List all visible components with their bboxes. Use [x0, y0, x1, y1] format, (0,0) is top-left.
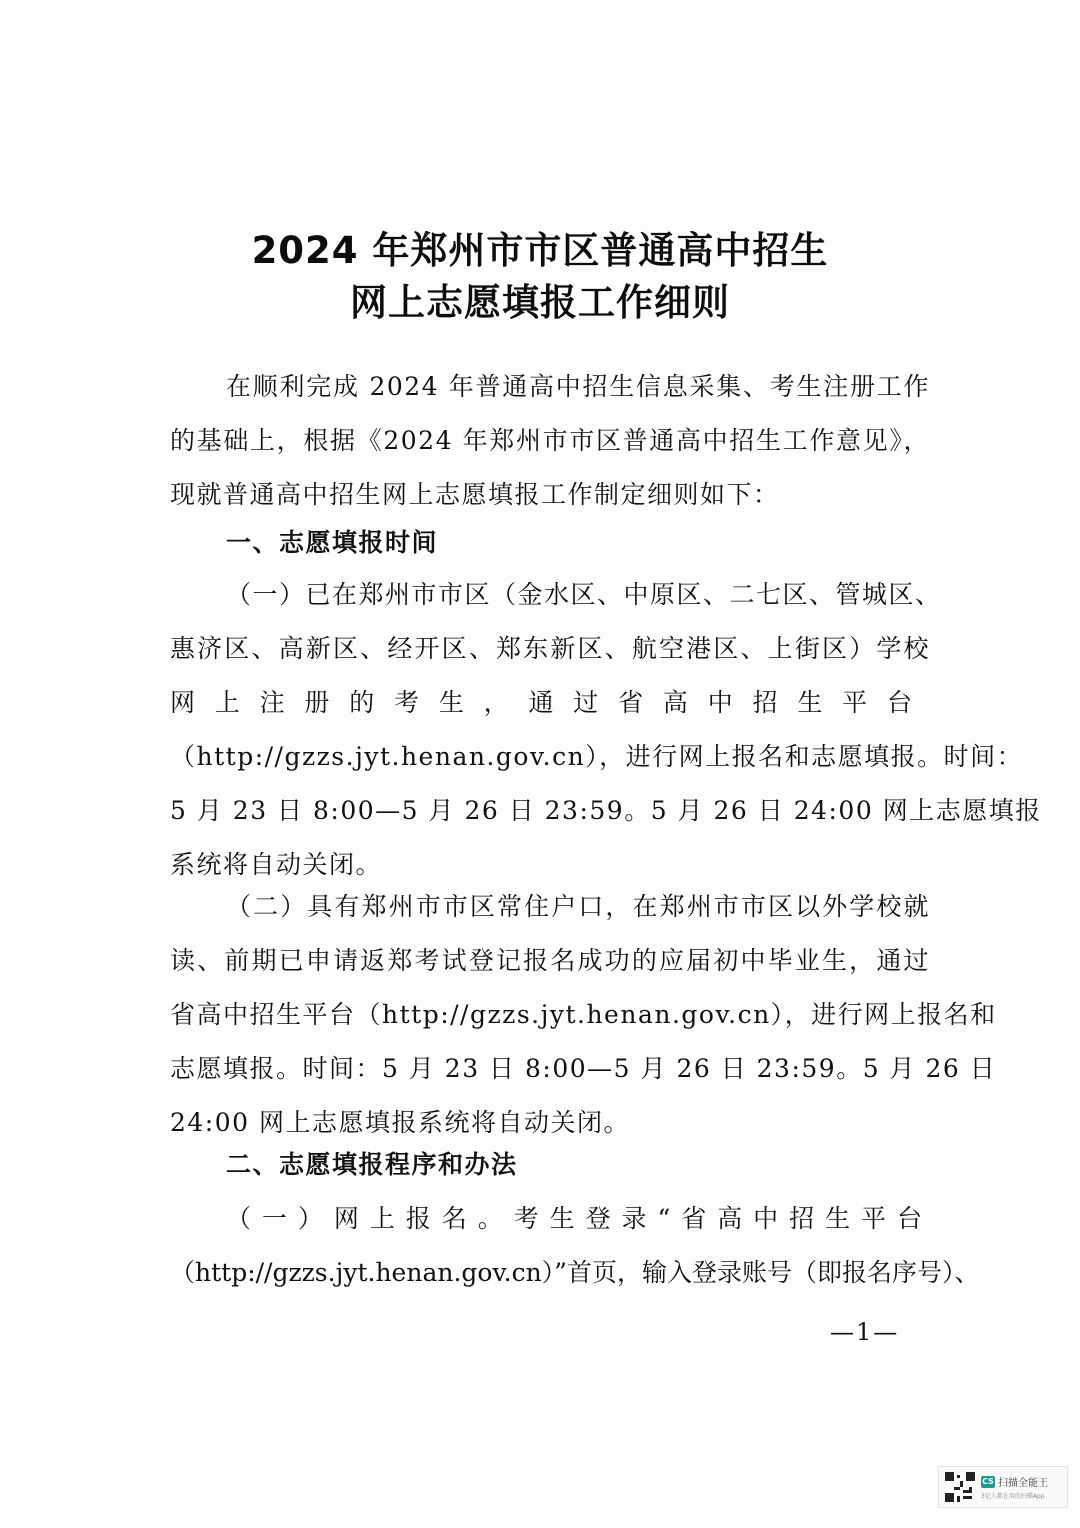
- intro-line-2: 的基础上，根据《2024 年郑州市市区普通高中招生工作意见》，: [170, 426, 930, 455]
- s1i1-line-2: 惠济区、高新区、经开区、郑东新区、航空港区、上街区）学校: [170, 634, 930, 663]
- title-line-2: 网上志愿填报工作细则: [350, 281, 730, 324]
- camscanner-icon: CS: [982, 1476, 994, 1486]
- section1-item2: [170, 880, 997, 1150]
- s1i1-line-5: 5 月 23 日 8:00—5 月 26 日 23:59。5 月 26 日 24:00 网上志愿填报: [170, 796, 1042, 825]
- s1i1-line-4: （http://gzzs.jyt.henan.gov.cn），进行网上报名和志愿填报。时间：: [170, 742, 1024, 771]
- qr-code-icon: [945, 1472, 975, 1502]
- s1i2-line-2: 读、前期已申请返郑考试登记报名成功的应届初中毕业生，通过: [170, 946, 930, 975]
- intro-paragraph: [170, 360, 930, 522]
- s2i1-line-1: （一）网上报名。考生登录“省高中招生平台: [226, 1204, 930, 1233]
- intro-line-3: 现就普通高中招生网上志愿填报工作制定细则如下：: [170, 480, 780, 509]
- scanner-watermark: [938, 1466, 1068, 1508]
- watermark-subtitle: 3亿人都在用的扫描App: [981, 1493, 1045, 1500]
- section1-heading: 一、志愿填报时间: [226, 528, 439, 557]
- section2-heading: 二、志愿填报程序和办法: [226, 1150, 518, 1179]
- section1-item1: [170, 568, 1042, 892]
- intro-line-1: 在顺利完成 2024 年普通高中招生信息采集、考生注册工作: [226, 372, 930, 401]
- s1i2-line-4: 志愿填报。时间：5 月 23 日 8:00—5 月 26 日 23:59。5 月 26 日: [170, 1054, 997, 1083]
- section2-item1: [170, 1192, 980, 1300]
- s1i2-line-3: 省高中招生平台（http://gzzs.jyt.henan.gov.cn），进行网上报名和: [170, 1000, 997, 1029]
- s1i2-line-5: 24:00 网上志愿填报系统将自动关闭。: [170, 1108, 630, 1137]
- s2i1-line-2: （http://gzzs.jyt.henan.gov.cn）”首页，输入登录账号（即报名序号）、: [170, 1258, 980, 1287]
- page-number: —1—: [830, 1318, 900, 1346]
- s1i1-line-6: 系统将自动关闭。: [170, 850, 383, 879]
- title-line-1: 2024 年郑州市市区普通高中招生: [251, 229, 829, 272]
- s1i2-line-1: （二）具有郑州市市区常住户口，在郑州市市区以外学校就: [226, 892, 930, 921]
- s1i1-line-1: （一）已在郑州市市区（金水区、中原区、二七区、管城区、: [226, 580, 942, 609]
- s1i1-line-3: 网上注册的考生，通过省高中招生平台: [170, 688, 930, 717]
- watermark-brand: 扫描全能王: [998, 1478, 1048, 1489]
